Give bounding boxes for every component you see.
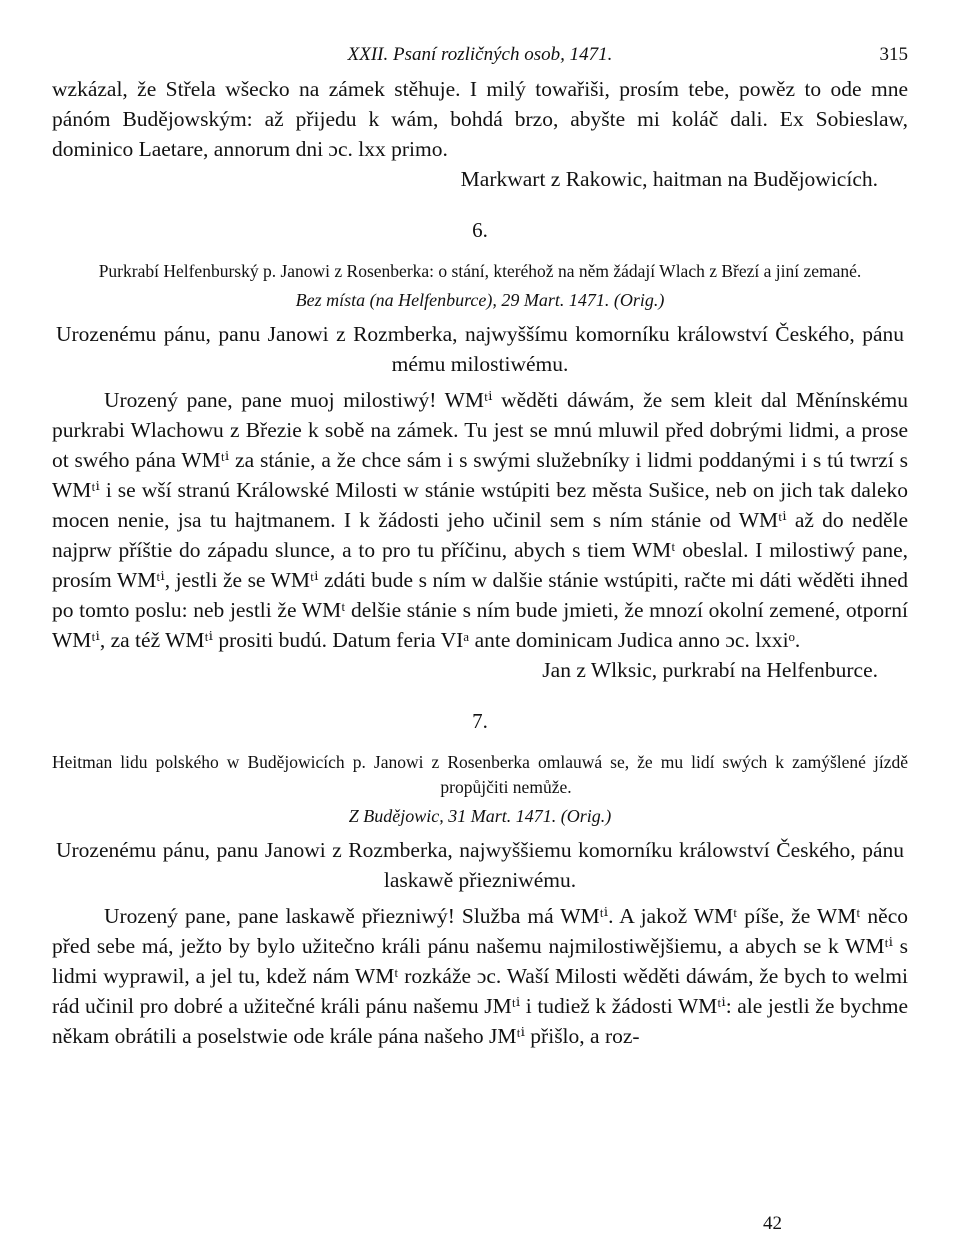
letter-6 — [52, 218, 908, 685]
letter-7 — [52, 709, 908, 1051]
letter-dateline: Z Budějowic, 31 Mart. 1471. (Orig.) — [348, 806, 612, 826]
letter-number: 7. — [472, 709, 488, 733]
running-title: XXII. Psaní rozličných osob, 1471. — [347, 44, 613, 65]
continuation-text: wzkázal, že Střela wšecko na zámek stěhuje. I milý towařiši, prosím tebe, powěz to ode mne pánóm Budějowským: až přijedu k wám, bohdá brzo, abyšte mi koláč dali. Ex Sobieslaw, dominico Laetare, annorum dni ɔc. lxx primo. — [52, 77, 908, 161]
letter-body: Urozený pane, pane laskawě přiezniwý! Služba má WMᵗⁱ. A jakož WMᵗ píše, že WMᵗ něco před sebe má, ježto by bylo užitečno králi pánu našemu najmilostiwějšiemu, a abych se k WMᵗⁱ s lidmi wyprawil, a jel tu, kdež nám WMᵗ rozkáže ɔc. Waší Milosti wěděti dáwám, že bych to welmi rád učinil pro dobré a užitečné králi pánu našemu JMᵗⁱ i tudiež k žádosti WMᵗⁱ: ale jestli že bychme někam obrátili a poselstwie ode krále pána našeho JMᵗⁱ přišlo, a roz- — [52, 904, 908, 1048]
letter-summary: Purkrabí Helfenburský p. Janowi z Rosenberka: o stání, kteréhož na něm žádají Wlach z Březí a jiní zemané. — [98, 261, 862, 281]
page-number: 315 — [879, 44, 908, 65]
letter-number: 6. — [472, 218, 488, 242]
letter-address: Urozenému pánu, panu Janowi z Rozmberka, najwyššímu komorníku králowství Českého, pánu mému milostiwému. — [56, 322, 904, 376]
letter-address: Urozenému pánu, panu Janowi z Rozmberka, najwyššiemu komorníku králowství Českého, pánu laskawě přiezniwému. — [56, 838, 904, 892]
continuation-signature: Markwart z Rakowic, haitman na Budějowicích. — [460, 167, 878, 191]
letter-dateline: Bez místa (na Helfenburce), 29 Mart. 1471. (Orig.) — [295, 290, 665, 310]
letter-summary: Heitman lidu polského w Budějowicích p. Janowi z Rosenberka omlauwá se, že mu lidí swých k zamýšlené jízdě propůjčiti nemůže. — [52, 752, 908, 797]
signature-mark: 42 — [763, 1213, 782, 1234]
letter-signature: Jan z Wlksic, purkrabí na Helfenburce. — [542, 658, 878, 682]
running-head — [52, 44, 908, 74]
letter-body: Urozený pane, pane muoj milostiwý! WMᵗⁱ wěděti dáwám, že sem kleit dal Měnínskému purkrabi Wlachowu z Březie k sobě na zámek. Tu jest se mnú mluwil před dobrými lidmi, a prose ot swého pána WMᵗⁱ za stánie, a že chce sám i s swými služebníky i lidmi poddanými i s tú twrzí s WMᵗⁱ i se wší stranú Králowské Milosti w stánie wstúpiti bez města Sušice, neb on jich tak daleko mocen nenie, jsa tu hajtmanem. I k žádosti jeho učinil sem s ním stánie od WMᵗⁱ až do neděle najprw příštie do západu slunce, a to pro tu příčinu, abych s tiem WMᵗ obeslal. I milostiwý pane, prosím WMᵗⁱ, jestli že se WMᵗⁱ zdáti bude s ním w dalšie stánie wstúpiti, račte mi dáti wěděti ihned po tomto poslu: neb jestli že WMᵗ delšie stánie s ním bude jmieti, že mnozí okolní zemené, otporní WMᵗⁱ, za též WMᵗⁱ prositi budú. Datum feria VIᵃ ante dominicam Judica anno ɔc. lxxiᵒ. — [52, 388, 908, 652]
